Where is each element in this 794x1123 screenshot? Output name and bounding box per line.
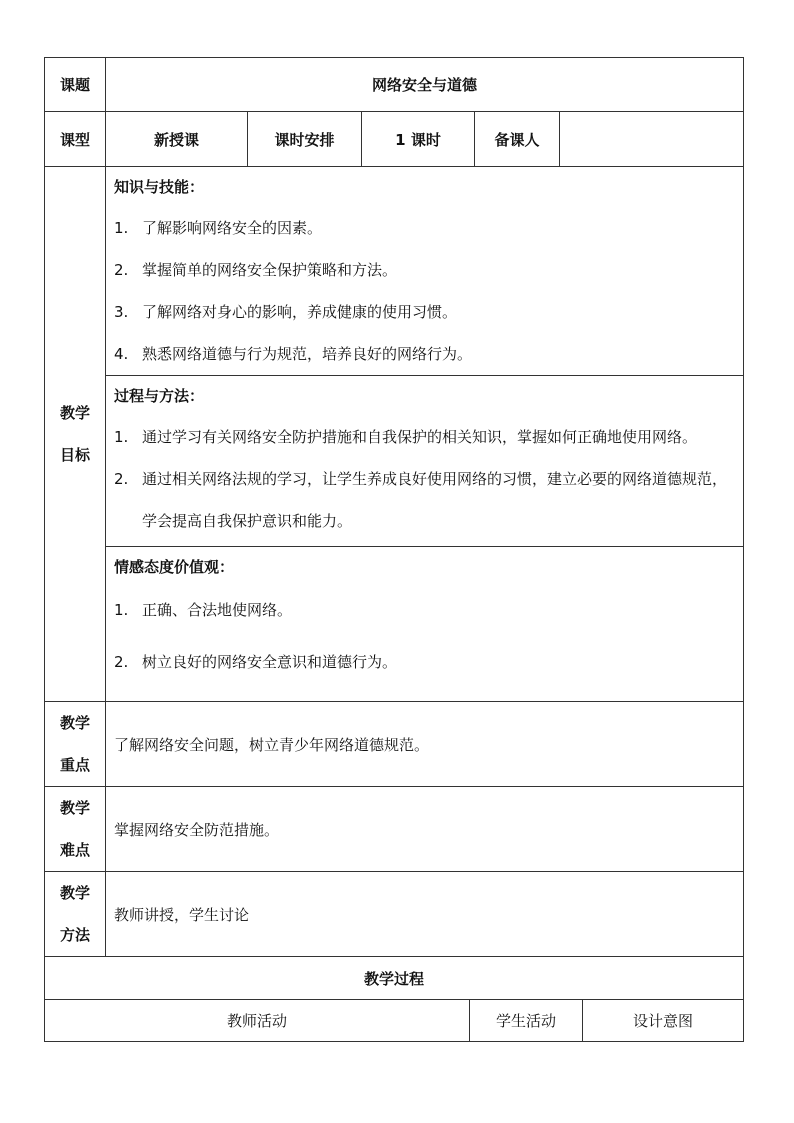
difficulties-label-line2: 难点 bbox=[59, 841, 90, 859]
lesson-plan bbox=[44, 57, 743, 1042]
methods-text: 教师讲授，学生讨论 bbox=[106, 872, 744, 957]
col-teacher-activity: 教师活动 bbox=[45, 1000, 470, 1042]
difficulties-label bbox=[45, 787, 106, 872]
list-item-number: 1. bbox=[114, 428, 129, 446]
topic-label: 课题 bbox=[45, 58, 106, 112]
list-item-number: 2. bbox=[114, 470, 129, 488]
methods-label-line2: 方法 bbox=[59, 926, 90, 944]
list-item-number: 1. bbox=[114, 219, 129, 237]
emotion-section bbox=[106, 546, 743, 701]
process-table bbox=[44, 956, 744, 1042]
list-item-number: 1. bbox=[114, 601, 129, 619]
topic-value: 网络安全与道德 bbox=[106, 58, 744, 112]
knowledge-section bbox=[106, 167, 743, 375]
preparer-value bbox=[560, 112, 744, 167]
type-label: 课型 bbox=[45, 112, 106, 167]
list-item-number: 2. bbox=[114, 653, 129, 671]
list-item-text: 树立良好的网络安全意识和道德行为。 bbox=[142, 653, 398, 671]
process-heading: 过程与方法： bbox=[114, 387, 205, 405]
process-title: 教学过程 bbox=[45, 957, 744, 1000]
list-item-text: 正确、合法地使网络。 bbox=[142, 601, 293, 619]
methods-label-line1: 教学 bbox=[59, 884, 90, 902]
header-table bbox=[44, 57, 744, 167]
list-item-number: 4. bbox=[114, 345, 129, 363]
list-item-text: 了解影响网络安全的因素。 bbox=[142, 219, 323, 237]
objectives-label-line2: 目标 bbox=[59, 446, 90, 464]
list-item bbox=[106, 249, 743, 291]
col-design-intent: 设计意图 bbox=[583, 1000, 744, 1042]
key-points-label bbox=[45, 702, 106, 787]
list-item bbox=[106, 587, 743, 633]
difficulties-label-line1: 教学 bbox=[59, 799, 90, 817]
list-item-text: 掌握简单的网络安全保护策略和方法。 bbox=[142, 261, 398, 279]
list-item bbox=[106, 291, 743, 333]
list-item bbox=[106, 633, 743, 691]
key-points-label-line1: 教学 bbox=[59, 714, 90, 732]
hours-value: 1 课时 bbox=[362, 112, 475, 167]
list-item-text: 了解网络对身心的影响，养成健康的使用习惯。 bbox=[142, 303, 458, 321]
list-item-text: 通过学习有关网络安全防护措施和自我保护的相关知识，掌握如何正确地使用网络。 bbox=[142, 428, 698, 446]
objectives-table bbox=[44, 166, 744, 957]
key-points-text: 了解网络安全问题，树立青少年网络道德规范。 bbox=[106, 702, 744, 787]
emotion-heading: 情感态度价值观： bbox=[114, 558, 235, 576]
list-item bbox=[106, 333, 743, 375]
preparer-label: 备课人 bbox=[475, 112, 560, 167]
process-section bbox=[106, 375, 743, 546]
objectives-label-line1: 教学 bbox=[59, 404, 90, 422]
knowledge-heading: 知识与技能： bbox=[114, 178, 205, 196]
difficulties-text: 掌握网络安全防范措施。 bbox=[106, 787, 744, 872]
col-student-activity: 学生活动 bbox=[470, 1000, 583, 1042]
methods-label bbox=[45, 872, 106, 957]
list-item bbox=[106, 458, 743, 542]
type-value: 新授课 bbox=[106, 112, 248, 167]
hours-label: 课时安排 bbox=[248, 112, 362, 167]
list-item-number: 3. bbox=[114, 303, 129, 321]
list-item bbox=[106, 207, 743, 249]
list-item-text: 通过相关网络法规的学习，让学生养成良好使用网络的习惯，建立必要的网络道德规范，学会提高自我保护意识和能力。 bbox=[142, 470, 728, 530]
list-item-text: 熟悉网络道德与行为规范，培养良好的网络行为。 bbox=[142, 345, 473, 363]
objectives-content bbox=[106, 167, 744, 702]
objectives-label bbox=[45, 167, 106, 702]
key-points-label-line2: 重点 bbox=[59, 756, 90, 774]
list-item bbox=[106, 416, 743, 458]
list-item-number: 2. bbox=[114, 261, 129, 279]
